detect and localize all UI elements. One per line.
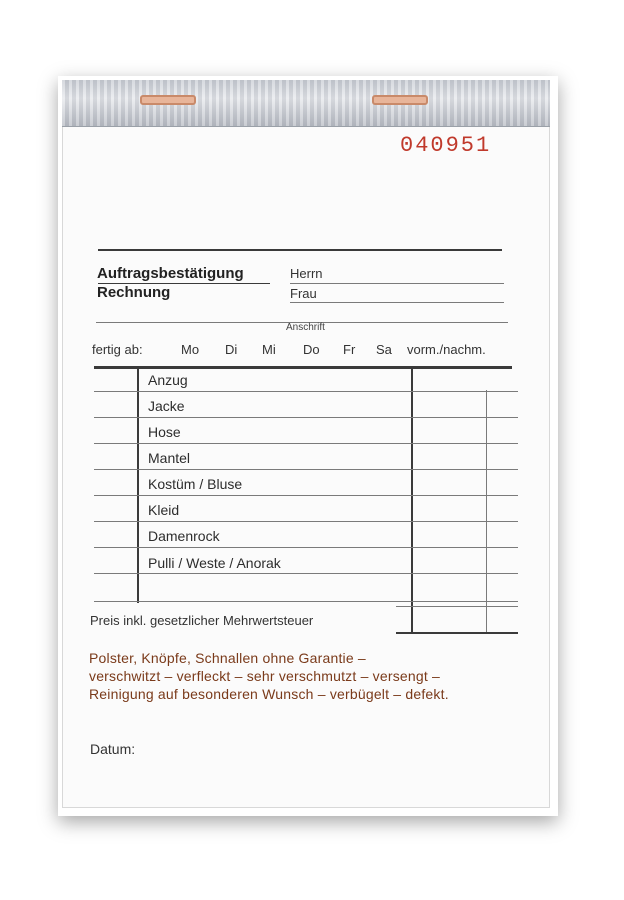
salutation-mr: Herrn [290,266,323,281]
table-left-divider [137,367,139,603]
date-label: Datum: [90,741,136,757]
list-item-trousers[interactable]: Hose [148,424,181,440]
table-row-line [94,547,518,548]
list-item-coat[interactable]: Mantel [148,450,191,466]
price-note: Preis inkl. gesetzlicher Mehrwertsteuer [90,613,314,628]
terms-line-2: verschwitzt – verfleckt – sehr verschmutzt – versengt – [89,668,441,684]
address-label: Anschrift [286,322,325,333]
table-row-line [94,495,518,496]
table-row-line [94,601,518,602]
list-item-suit[interactable]: Anzug [148,372,188,388]
title-confirmation: Auftragsbestätigung [97,265,244,282]
day-di[interactable]: Di [225,342,238,357]
serial-number: 040951 [400,133,492,158]
table-row-line [94,469,518,470]
terms-line-1: Polster, Knöpfe, Schnallen ohne Garantie – [89,650,366,666]
table-row-line [94,521,518,522]
table-row-line [94,573,518,574]
top-rule [98,249,502,251]
title-invoice: Rechnung [97,284,171,301]
table-cents-divider [486,390,487,633]
table-row-line [94,443,518,444]
day-sa[interactable]: Sa [376,342,392,357]
table-right-divider [411,367,413,633]
list-item-jacket[interactable]: Jacke [148,398,185,414]
list-item-skirt[interactable]: Damenrock [148,528,220,544]
day-mo[interactable]: Mo [181,342,200,357]
list-item-dress[interactable]: Kleid [148,502,180,518]
pad-binding [62,80,550,127]
subtotal-line [396,606,518,607]
day-fr[interactable]: Fr [343,342,356,357]
day-do[interactable]: Do [303,342,320,357]
salutation-mrs: Frau [290,286,317,301]
name-line[interactable] [290,283,504,284]
time-label[interactable]: vorm./nachm. [407,342,486,357]
list-item-pullover[interactable]: Pulli / Weste / Anorak [148,555,281,571]
list-item-costume-blouse[interactable]: Kostüm / Bluse [148,476,243,492]
total-line [396,632,518,634]
table-row-line [94,417,518,418]
staple-left [140,95,196,105]
name-line-2[interactable] [290,302,504,303]
staple-right [372,95,428,105]
table-row-line [94,391,518,392]
ready-label: fertig ab: [92,342,143,357]
day-mi[interactable]: Mi [262,342,276,357]
terms-line-3: Reinigung auf besonderen Wunsch – verbügelt – defekt. [89,686,449,702]
table-top-rule [94,366,512,369]
